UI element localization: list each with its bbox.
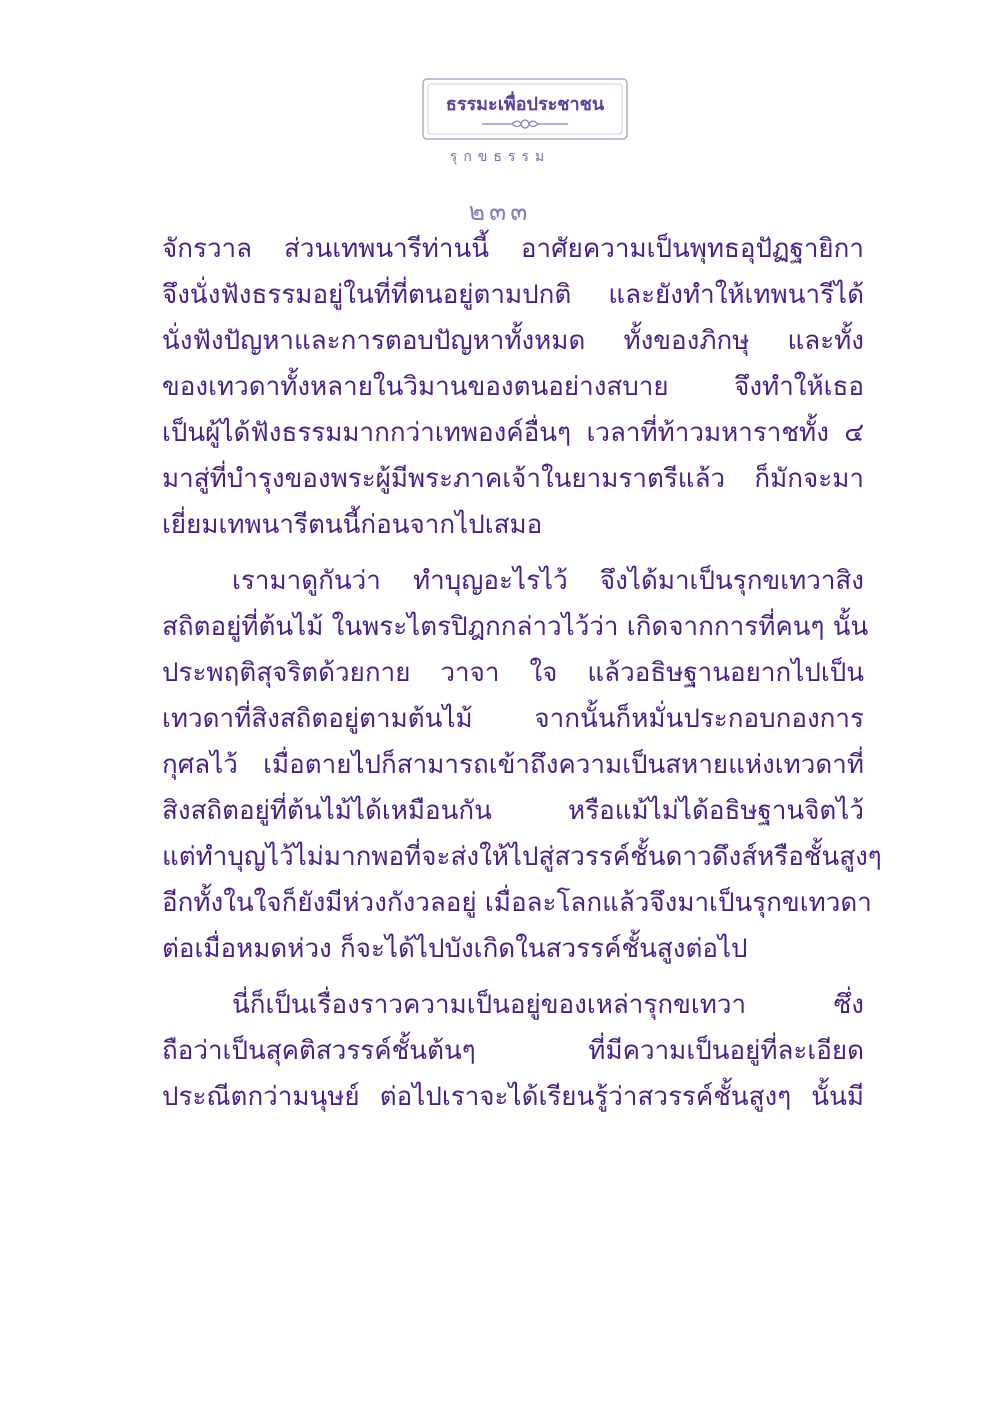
text-line: กุศลไว้ เมื่อตายไปก็สามารถเข้าถึงความเป็นสหายแห่งเทวดาที่ — [162, 750, 864, 780]
text-line: มาสู่ที่บำรุงของพระผู้มีพระภาคเจ้าในยามราตรีแล้ว ก็มักจะมา — [162, 464, 864, 494]
text-line: ถือว่าเป็นสุคติสวรรค์ชั้นต้นๆ ที่มีความเป็นอยู่ที่ละเอียด — [162, 1036, 864, 1066]
logo-title: ธรรมะเพื่อประชาชน — [445, 94, 605, 115]
text-line: เทวดาที่สิงสถิตอยู่ตามต้นไม้ จากนั้นก็หมั่นประกอบกองการ — [162, 704, 864, 734]
text-line: ต่อเมื่อหมดห่วง ก็จะได้ไปบังเกิดในสวรรค์ชั้นสูงต่อไป — [162, 934, 748, 964]
ornament-icon — [482, 120, 568, 128]
text-line: เรามาดูกันว่า ทำบุญอะไรไว้ จึงได้มาเป็นรุกขเทวาสิง — [232, 566, 864, 596]
text-line: เป็นผู้ได้ฟังธรรมมากกว่าเทพองค์อื่นๆ เวลาที่ท้าวมหาราชทั้ง ๔ — [162, 418, 864, 448]
text-line: ประพฤติสุจริตด้วยกาย วาจา ใจ แล้วอธิษฐานอยากไปเป็น — [162, 658, 864, 688]
text-line: สิงสถิตอยู่ที่ต้นไม้ได้เหมือนกัน หรือแม้ไม่ได้อธิษฐานจิตไว้ — [162, 796, 864, 826]
text-line: จึงนั่งฟังธรรมอยู่ในที่ที่ตนอยู่ตามปกติ และยังทำให้เทพนารีได้ — [162, 280, 864, 310]
chapter-title: รุกขธรรม — [449, 149, 551, 165]
book-logo-frame — [420, 76, 630, 142]
book-logo — [420, 76, 630, 142]
text-line: จักรวาล ส่วนเทพนารีท่านนี้ อาศัยความเป็นพุทธอุปัฏฐายิกา — [162, 234, 864, 264]
text-line: สถิตอยู่ที่ต้นไม้ ในพระไตรปิฎกกล่าวไว้ว่า เกิดจากการที่คนๆ นั้น — [162, 612, 869, 642]
text-line: ประณีตกว่ามนุษย์ ต่อไปเราจะได้เรียนรู้ว่าสวรรค์ชั้นสูงๆ นั้นมี — [162, 1082, 864, 1112]
paragraph — [162, 226, 864, 548]
text-line: เยี่ยมเทพนารีตนนี้ก่อนจากไปเสมอ — [162, 510, 543, 540]
page-number: ๒๓๓ — [468, 197, 532, 226]
paragraph — [162, 982, 864, 1120]
body-text — [162, 226, 882, 1120]
text-line: แต่ทำบุญไว้ไม่มากพอที่จะส่งให้ไปสู่สวรรค์ชั้นดาวดึงส์หรือชั้นสูงๆ — [162, 842, 882, 872]
paragraph — [162, 558, 882, 972]
text-line: อีกทั้งในใจก็ยังมีห่วงกังวลอยู่ เมื่อละโลกแล้วจึงมาเป็นรุกขเทวดา — [162, 888, 872, 918]
text-line: นี่ก็เป็นเรื่องราวความเป็นอยู่ของเหล่ารุกขเทวา ซึ่ง — [232, 990, 864, 1020]
text-line: นั่งฟังปัญหาและการตอบปัญหาทั้งหมด ทั้งของภิกษุ และทั้ง — [162, 326, 864, 356]
text-line: ของเทวดาทั้งหลายในวิมานของตนอย่างสบาย จึงทำให้เธอ — [162, 372, 864, 402]
